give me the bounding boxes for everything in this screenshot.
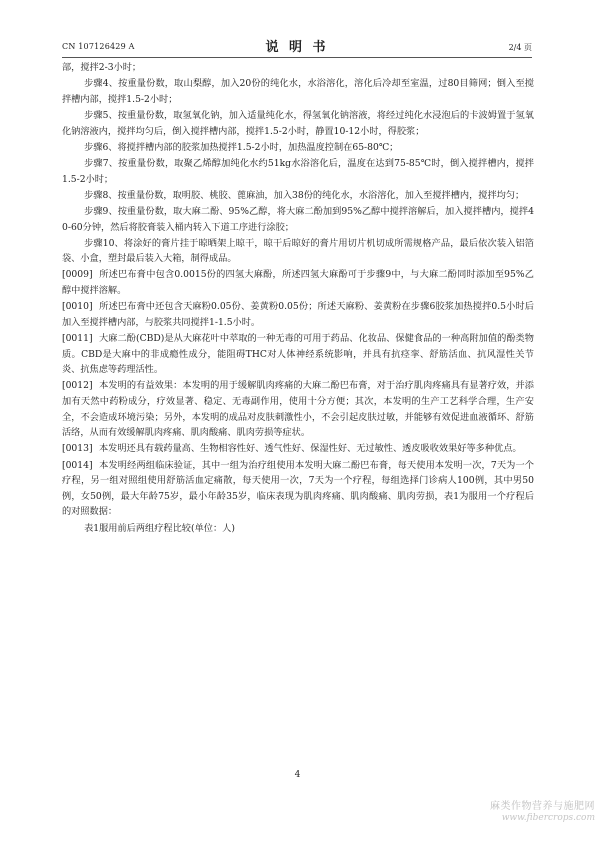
watermark [455,797,595,823]
paragraph-text: 本发明还具有载药量高、生物相容性好、透气性好、保湿性好、无过敏性、透皮吸收效果好等多种优点。 [99,443,522,455]
paragraph [62,140,534,156]
paragraph-text: 所述巴布膏中包含0.0015份的四氢大麻酚，所述四氢大麻酚可于步骤9中，与大麻二酚同时添加至95%乙醇中搅拌溶解。 [62,269,534,297]
table-caption [62,521,534,537]
paragraph [62,378,534,440]
paragraph [62,188,534,204]
paragraph-text: 步骤9、按重量份数，取大麻二酚、95%乙醇，将大麻二酚加到95%乙醇中搅拌溶解后，加入搅拌槽内，搅拌40-60分钟，然后将胶膏装入桶内转入下道工序进行涂胶； [62,205,534,233]
paragraph [62,236,534,267]
paragraph [62,60,534,76]
paragraph-text: 所述巴布膏中还包含天麻粉0.05份、姜黄粉0.05份；所述天麻粉、姜黄粉在步骤6胶浆加热搅拌0.5小时后加入至搅拌槽内部，与胶浆共同搅拌1-1.5小时。 [62,301,534,328]
paragraph-text: 本发明经两组临床验证，其中一组为治疗组使用本发明大麻二酚巴布膏，每天使用本发明一次，7天为一个疗程，另一组对照组使用舒筋活血定痛散，每天使用一次，7天为一个疗程，每组选择门诊病人100例，其中男50例，女50例，最大年龄75岁，最小年龄35岁，临床表现为肌肉疼痛、肌肉酸痛、肌肉劳损，表1为服用一个疗程后的对照数据： [62,459,534,518]
header-divider [62,57,532,58]
page-header [62,36,532,58]
paragraph-text: 本发明的有益效果：本发明的用于缓解肌肉疼痛的大麻二酚巴布膏，对于治疗肌肉疼痛具有显著疗效，并添加有天然中药粉成分，疗效显著、稳定、无毒副作用，使用十分方便；其次，本发明的生产工艺科学合理，生产安全，不会造成环境污染；另外，本发明的成品对皮肤刺激性小，不会引起皮肤过敏，并能够有效促进血液循环、舒筋活络，从而有效缓解肌肉疼痛、肌肉酸痛、肌肉劳损等症状。 [62,380,534,439]
paragraph-text: 步骤7、按重量份数，取聚乙烯醇加纯化水约51kg水浴溶化后，温度在达到75-85℃时，倒入搅拌槽内，搅拌1.5-2小时； [62,157,534,185]
paragraph-number: [0012] [62,380,93,392]
paragraph-number: [0011] [62,333,93,345]
paragraph-text: 部，搅拌2-3小时； [62,62,142,73]
paragraph-number: [0014] [62,459,93,471]
paragraph-text: 大麻二酚(CBD)是从大麻花叶中萃取的一种无毒的可用于药品、化妆品、保健食品的一种高附加值的酚类物质。CBD是大麻中的非成瘾性成分，能阻碍THC对人体神经系统影响，并具有抗痉挛、舒筋活血、抗风湿性关节炎、抗焦虑等药理活性。 [62,333,534,376]
paragraph [62,441,534,457]
paragraph [62,156,534,187]
paragraph-text: 表1服用前后两组疗程比较(单位：人) [84,522,235,534]
page-number: 4 [294,770,301,780]
paragraph-number: [0010] [62,301,93,313]
document-body [62,60,534,537]
paragraph [62,331,534,378]
paragraph [62,108,534,139]
page-indicator: 2/4 页 [508,43,532,52]
paragraph [62,458,534,520]
paragraph-text: 步骤6、将搅拌槽内部的胶浆加热搅拌1.5-2小时，加热温度控制在65-80℃； [84,141,399,153]
paragraph-text: 步骤10、将涂好的膏片挂于晾晒架上晾干，晾干后晾好的膏片用切片机切成所需规格产品，最后依次装入铝箔袋、小盒，塑封最后装入大箱，制得成品。 [62,237,534,265]
watermark-url: www.fibercrops.com [501,813,595,823]
document-number: CN 107126429 A [62,42,135,51]
document-title: 说 明 书 [265,40,329,55]
paragraph-number: [0009] [62,269,93,281]
paragraph-text: 步骤5、按重量份数，取氢氧化钠，加入适量纯化水，得氢氧化钠溶液，将经过纯化水浸泡后的卡波姆置于氢氧化钠溶液内，搅拌均匀后，倒入搅拌槽内部，搅拌1.5-2小时，静置10-12小时，得胶浆； [62,109,534,137]
paragraph [62,76,534,107]
watermark-site-name: 麻类作物营养与施肥网 [490,801,595,812]
paragraph [62,204,534,235]
paragraph-number: [0013] [62,443,93,455]
paragraph [62,299,534,330]
paragraph [62,267,534,298]
paragraph-text: 步骤8、按重量份数，取明胶、桃胶、蓖麻油，加入38份的纯化水，水浴溶化，加入至搅拌槽内，搅拌均匀； [84,189,525,201]
paragraph-text: 步骤4、按重量份数，取山梨醇，加入20份的纯化水，水浴溶化，溶化后冷却至室温，过80目筛网；倒入至搅拌槽内部，搅拌1.5-2小时； [62,78,534,105]
